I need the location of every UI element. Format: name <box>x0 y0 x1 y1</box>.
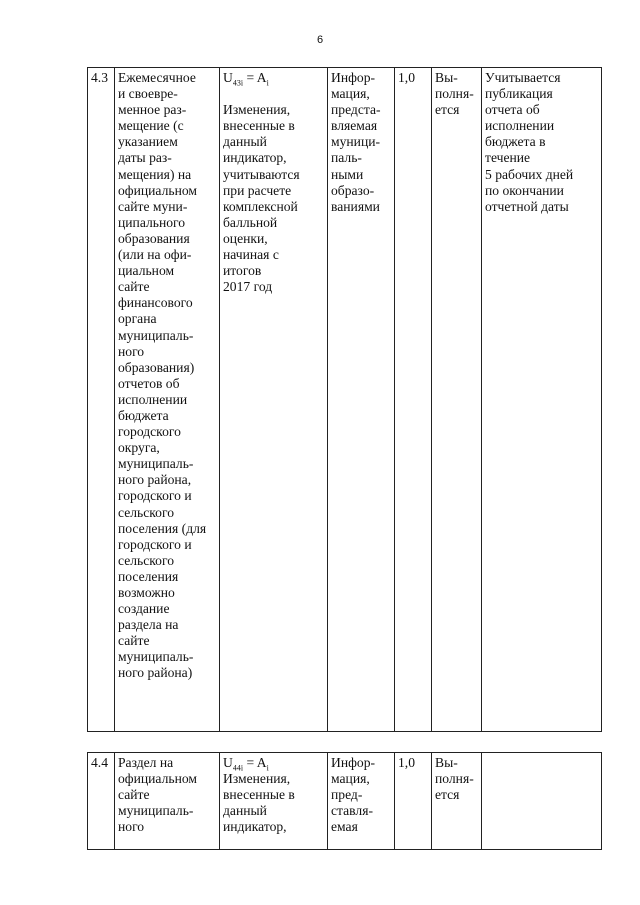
indicator-formula <box>220 68 328 732</box>
formula-note: Изменения, внесенные в данный индикатор, <box>223 771 295 835</box>
information-source: Инфор- мация, предста- вляемая муници- паль- ными образо- ваниями <box>328 68 395 732</box>
comment: Учитывается публикация отчета об исполнении бюджета в течение 5 рабочих дней по окончании отчетной даты <box>482 68 602 732</box>
indicator-table <box>87 67 602 850</box>
weight-value: 1,0 <box>395 753 432 850</box>
page-number: 6 <box>316 34 324 46</box>
table-row <box>88 753 602 850</box>
table-row <box>88 68 602 732</box>
status: Вы- полня- ется <box>432 68 482 732</box>
status: Вы- полня- ется <box>432 753 482 850</box>
information-source: Инфор- мация, пред- ставля- емая <box>328 753 395 850</box>
row-number: 4.3 <box>88 68 115 732</box>
formula: $U_{44i} = A_i$ <box>223 755 269 773</box>
formula-note: Изменения, внесенные в данный индикатор, учитываются при расчете комплексной балльной оценки, начиная с итогов 2017 год <box>223 102 300 295</box>
indicator-description: Ежемесячное и своевре- менное раз- мещение (с указанием даты раз- мещения) на официальном сайте муни- ципального образования (или на офи- циальном сайте финансового органа муниципаль- ного образования) отчетов об исполнении бюджета городского округа, муниципаль- ного района, городского и сельского поселения (для городского и сельского поселения возможно создание раздела на сайте муниципаль- ного района) <box>115 68 220 732</box>
formula: $U_{43i} = A_i$ <box>223 70 269 88</box>
comment <box>482 753 602 850</box>
indicator-formula <box>220 753 328 850</box>
row-number: 4.4 <box>88 753 115 850</box>
weight-value: 1,0 <box>395 68 432 732</box>
indicator-description: Раздел на официальном сайте муниципаль- ного <box>115 753 220 850</box>
row-separator <box>88 732 602 753</box>
